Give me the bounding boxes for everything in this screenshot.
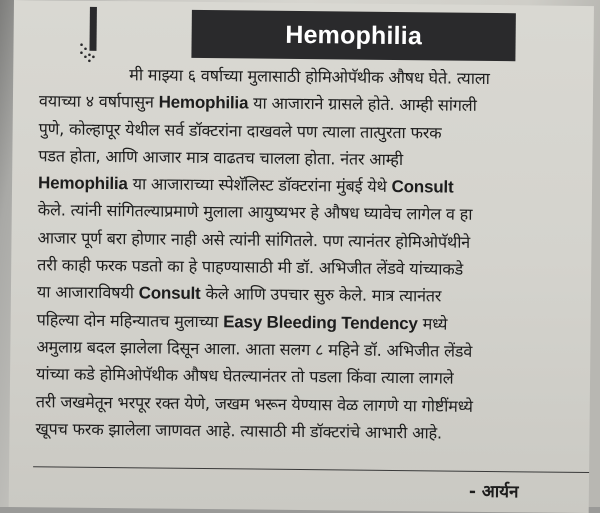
- text-segment: तरी जखमेतून भरपूर रक्त येणे, जखम भरून येण्यास वेळ लागणे या गोष्टींमध्ये: [35, 391, 473, 416]
- text-segment: या आजाराविषयी: [36, 282, 139, 303]
- text-segment: यांच्या कडे होमिओपॅथीक औषध घेतल्यानंतर तो पडला किंवा त्याला लागले: [35, 364, 454, 388]
- text-segment: मध्ये: [417, 313, 448, 334]
- text-segment: पहिल्या दोन महिन्यातच मुलाच्या: [36, 309, 224, 331]
- author-signature: - आर्यन: [468, 481, 519, 503]
- title-banner: [191, 10, 515, 61]
- dotted-bar-ornament-icon: [77, 7, 100, 67]
- text-segment: खूपच फरक झालेला जाणवत आहे. त्यासाठी मी डॉक्टरांचे आभारी आहे.: [35, 419, 442, 443]
- english-term: Consult: [391, 177, 454, 197]
- english-term: Consult: [138, 283, 201, 304]
- text-segment: मी माझ्या ६ वर्षाच्या मुलासाठी होमिओपॅथीक औषध घेते. त्याला: [129, 65, 490, 88]
- text-segment: वयाच्या ४ वर्षापासुन: [38, 91, 159, 112]
- article-line: [35, 415, 591, 448]
- text-segment: अमुलाग्र बदल झालेला दिसून आला. आता सलग ८ महिने डॉ. अभिजीत लेंडवे: [36, 337, 473, 361]
- english-term: Easy Bleeding Tendency: [223, 311, 418, 333]
- text-segment: या आजाराने ग्रासले होते. आम्ही सांगली: [248, 93, 477, 116]
- text-segment: केले आणि उपचार सुरु केले. मात्र त्यानंतर: [200, 284, 442, 306]
- text-segment: पडत होता, आणि आजार मात्र वाढतच चालला होता. नंतर आम्ही: [38, 146, 404, 169]
- article-body: [35, 60, 595, 448]
- article-title: Hemophilia: [285, 20, 423, 50]
- text-segment: या आजाराच्या स्पेशॅलिस्ट डॉक्टरांना मुंबई येथे: [127, 174, 392, 197]
- english-term: Hemophilia: [158, 92, 249, 113]
- text-segment: केले. त्यांनी सांगितल्याप्रमाणे मुलाला आयुष्यभर हे औषध घ्यावेच लागेल व हा: [37, 200, 473, 225]
- text-segment: आजार पूर्ण बरा होणार नाही असे त्यांनी सांगितले. पण त्यानंतर होमिओपॅथीने: [37, 228, 471, 252]
- text-segment: पुणे, कोल्हापूर येथील सर्व डॉक्टरांना दाखवले पण त्याला तात्पुरता फरक: [38, 118, 442, 143]
- english-term: Hemophilia: [37, 173, 128, 194]
- newspaper-clipping: [9, 0, 594, 513]
- text-segment: तरी काही फरक पडतो का हे पाहण्यासाठी मी डॉ. अभिजीत लेंडवे यांच्याकडे: [37, 255, 464, 279]
- bottom-rule: [33, 466, 589, 473]
